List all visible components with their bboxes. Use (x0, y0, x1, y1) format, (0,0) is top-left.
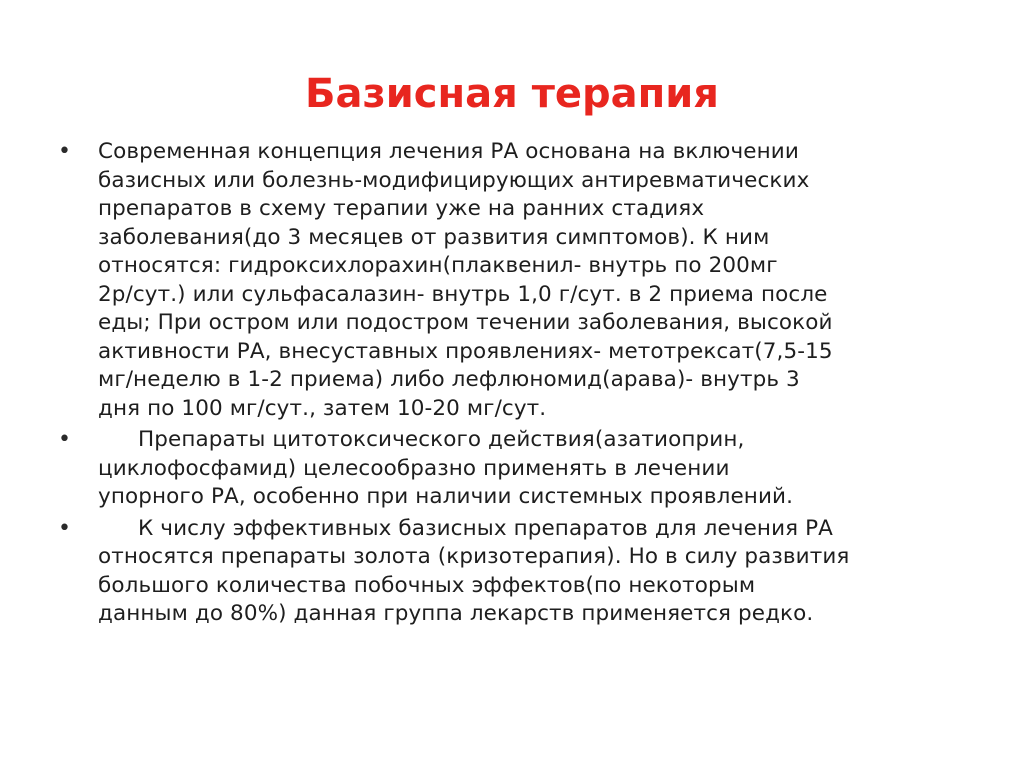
bullet-dot-icon: • (58, 515, 72, 541)
bullet-item-2 (58, 426, 958, 512)
bullet-list (58, 138, 958, 632)
bullet-item-3 (58, 515, 958, 629)
slide-title: Базисная терапия (305, 71, 719, 117)
bullet-item-1 (58, 138, 958, 423)
bullet-dot-icon: • (58, 427, 72, 452)
bullet-text-3: К числу эффективных базисных препаратов для лечения РА относятся препараты золота (кризотерапия). Но в силу развития большого количества побочных эффектов(по некоторым данным до 80%) данная группа лекарств применяется редко. (98, 515, 850, 626)
bullet-text-2: Препараты цитотоксического действия(азатиоприн, циклофосфамид) целесообразно применять в лечении упорного РА, особенно при наличии системных проявлений. (98, 427, 794, 509)
bullet-dot-icon: • (58, 139, 72, 164)
bullet-text-1: Современная концепция лечения РА основана на включении базисных или болезнь-модифицирующих антиревматических препаратов в схему терапии уже на ранних стадиях заболевания(до 3 месяцев от развития симптомов). К ним относятся: гидроксихлорахин(плаквенил- внутрь по 200мг 2р/сут.) или сульфасалазин- внутрь 1,0 г/сут. в 2 приема после еды; При остром или подостром течении заболевания, высокой активности РА, внесуставных проявлениях- метотрексат(7,5-15 мг/неделю в 1-2 приема) либо лефлюномид(арава)- внутрь 3 дня по 100 мг/сут., затем 10-20 мг/сут. (98, 139, 833, 421)
